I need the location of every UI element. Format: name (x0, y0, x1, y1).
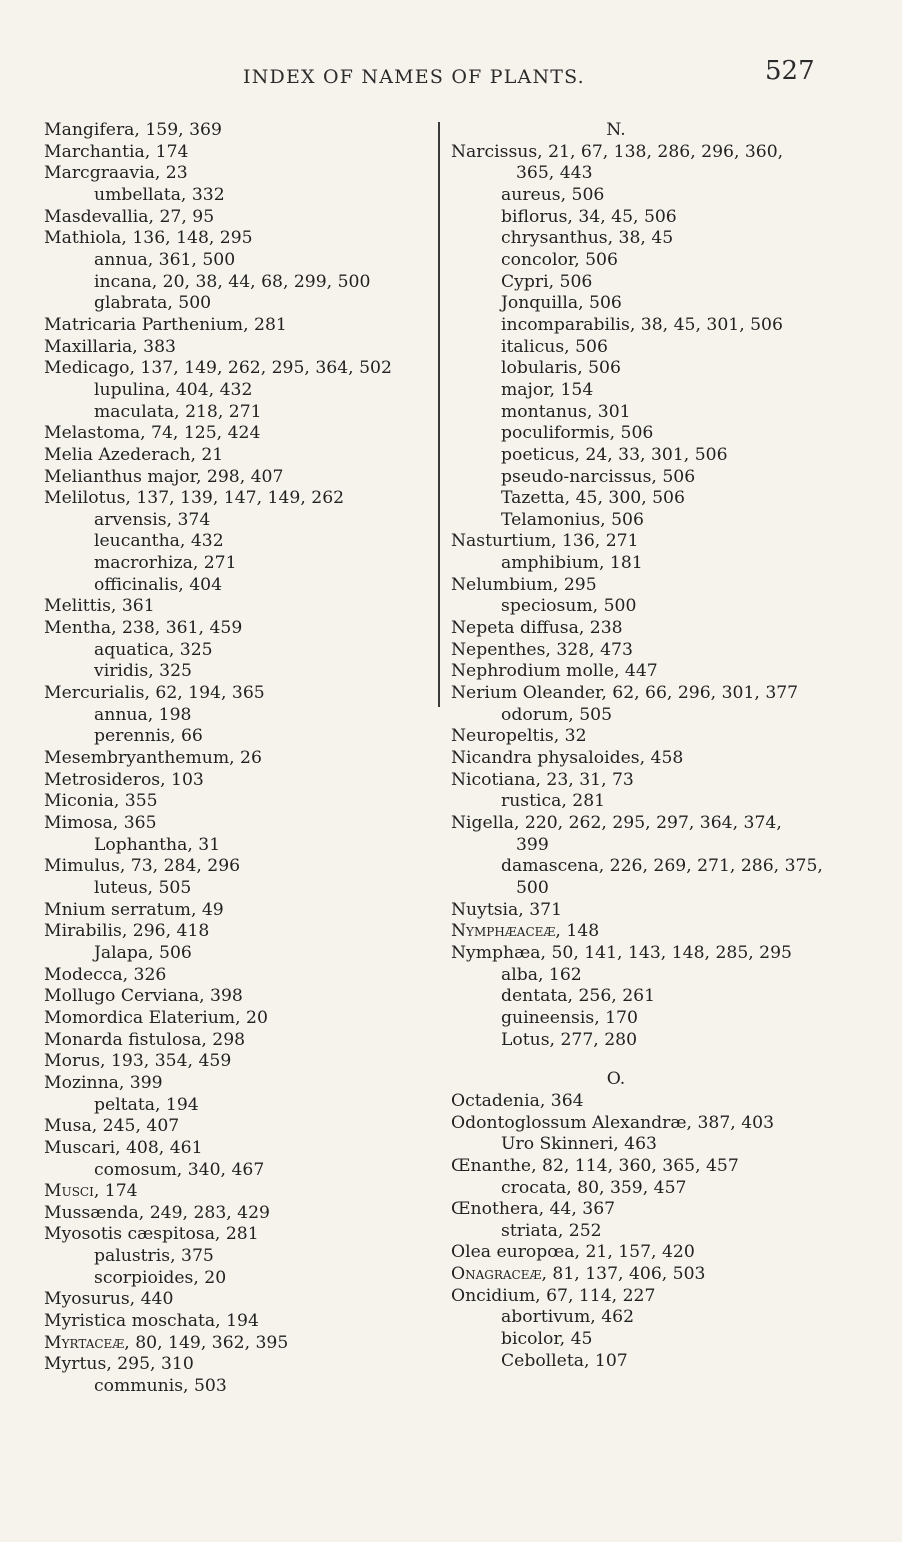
index-entry: Œnothera, 44, 367 (451, 1199, 616, 1220)
index-subentry: chrysanthus, 38, 45 (501, 228, 674, 249)
column-divider (438, 122, 440, 707)
index-entry: Nymphæaceæ, 148 (451, 921, 600, 942)
index-entry: Melastoma, 74, 125, 424 (44, 423, 261, 444)
running-header: INDEX OF NAMES OF PLANTS. (243, 66, 585, 88)
index-entry: Mnium serratum, 49 (44, 899, 224, 920)
index-entry: Marcgraavia, 23 (44, 163, 188, 184)
index-entry: Nuytsia, 371 (451, 899, 563, 920)
index-entry: Nerium Oleander, 62, 66, 296, 301, 377 (451, 683, 799, 704)
index-subentry: Cypri, 506 (501, 271, 593, 292)
index-subentry: glabrata, 500 (94, 293, 212, 314)
index-entry: Mentha, 238, 361, 459 (44, 618, 243, 639)
index-subentry: poculiformis, 506 (501, 423, 654, 444)
index-entry: Narcissus, 21, 67, 138, 286, 296, 360, (451, 141, 784, 162)
index-entry: Myosurus, 440 (44, 1289, 174, 1310)
index-subentry: leucantha, 432 (94, 531, 224, 552)
index-subentry: guineensis, 170 (501, 1007, 638, 1028)
index-entry: Odontoglossum Alexandræ, 387, 403 (451, 1112, 775, 1133)
index-subentry: speciosum, 500 (501, 596, 637, 617)
index-entry: Mercurialis, 62, 194, 365 (44, 683, 265, 704)
index-subentry: damascena, 226, 269, 271, 286, 375, (501, 856, 823, 877)
index-entry: Nicotiana, 23, 31, 73 (451, 769, 634, 790)
index-entry: Musa, 245, 407 (44, 1116, 180, 1137)
index-subentry: italicus, 506 (501, 336, 608, 357)
index-entry: Neuropeltis, 32 (451, 726, 587, 747)
index-subentry: incana, 20, 38, 44, 68, 299, 500 (94, 271, 371, 292)
index-entry: Melianthus major, 298, 407 (44, 466, 284, 487)
index-subentry: Lophantha, 31 (94, 834, 221, 855)
index-entry: Olea europœa, 21, 157, 420 (451, 1242, 695, 1263)
index-entry: Morus, 193, 354, 459 (44, 1051, 232, 1072)
index-entry: Mesembryanthemum, 26 (44, 748, 262, 769)
index-subentry: bicolor, 45 (501, 1329, 593, 1350)
index-entry: Miconia, 355 (44, 791, 158, 812)
index-subentry: concolor, 506 (501, 249, 618, 270)
index-entry: Maxillaria, 383 (44, 336, 176, 357)
index-entry: Medicago, 137, 149, 262, 295, 364, 502 (44, 358, 392, 379)
index-subentry: arvensis, 374 (94, 509, 211, 530)
index-subentry: pseudo-narcissus, 506 (501, 466, 696, 487)
section-letter-heading: N. (606, 120, 626, 140)
index-entry: Muscari, 408, 461 (44, 1137, 203, 1158)
index-subentry: poeticus, 24, 33, 301, 506 (501, 444, 728, 465)
index-subentry: umbellata, 332 (94, 184, 225, 205)
index-continuation: 365, 443 (516, 163, 593, 184)
index-entry: Onagraceæ, 81, 137, 406, 503 (451, 1264, 706, 1285)
index-subentry: annua, 198 (94, 704, 192, 725)
index-entry: Mollugo Cerviana, 398 (44, 986, 243, 1007)
index-subentry: crocata, 80, 359, 457 (501, 1177, 687, 1198)
index-entry: Myristica moschata, 194 (44, 1311, 259, 1332)
index-subentry: dentata, 256, 261 (501, 986, 656, 1007)
right-index-column (451, 120, 871, 1372)
index-subentry: abortivum, 462 (501, 1307, 635, 1328)
index-entry: Oncidium, 67, 114, 227 (451, 1285, 656, 1306)
index-entry: Modecca, 326 (44, 964, 167, 985)
index-entry: Marchantia, 174 (44, 141, 189, 162)
index-entry: Mimosa, 365 (44, 813, 157, 833)
index-entry: Monarda fistulosa, 298 (44, 1029, 246, 1050)
index-entry: Myosotis cæspitosa, 281 (44, 1224, 259, 1245)
index-entry: Nigella, 220, 262, 295, 297, 364, 374, (451, 813, 782, 833)
index-entry: Nepeta diffusa, 238 (451, 618, 623, 639)
index-subentry: lobularis, 506 (501, 358, 621, 379)
index-entry: Mirabilis, 296, 418 (44, 921, 210, 942)
index-subentry: alba, 162 (501, 964, 582, 985)
index-subentry: Jalapa, 506 (94, 942, 192, 963)
index-subentry: officinalis, 404 (94, 574, 223, 595)
index-subentry: Tazetta, 45, 300, 506 (501, 488, 685, 509)
section-letter-heading: O. (606, 1069, 626, 1090)
index-entry: Mangifera, 159, 369 (44, 120, 222, 140)
index-subentry: major, 154 (501, 379, 594, 400)
index-entry: Mozinna, 399 (44, 1072, 163, 1093)
index-subentry: peltata, 194 (94, 1094, 199, 1115)
index-subentry: maculata, 218, 271 (94, 401, 262, 422)
index-entry: Nymphæa, 50, 141, 143, 148, 285, 295 (451, 942, 792, 963)
index-subentry: viridis, 325 (94, 661, 192, 682)
section-gap (451, 1051, 871, 1069)
index-entry: Mimulus, 73, 284, 296 (44, 856, 241, 877)
index-entry: Nepenthes, 328, 473 (451, 639, 633, 660)
index-subentry: striata, 252 (501, 1220, 602, 1241)
index-subentry: lupulina, 404, 432 (94, 379, 253, 400)
index-subentry: comosum, 340, 467 (94, 1159, 265, 1180)
index-entry: Musci, 174 (44, 1181, 138, 1202)
index-subentry: Telamonius, 506 (501, 509, 644, 530)
index-subentry: communis, 503 (94, 1376, 227, 1397)
index-subentry: annua, 361, 500 (94, 249, 236, 270)
index-entry: Œnanthe, 82, 114, 360, 365, 457 (451, 1155, 739, 1176)
index-continuation: 500 (516, 877, 549, 898)
index-entry: Melilotus, 137, 139, 147, 149, 262 (44, 488, 345, 509)
index-entry: Myrtaceæ, 80, 149, 362, 395 (44, 1332, 289, 1353)
index-entry: Metrosideros, 103 (44, 769, 204, 790)
index-subentry: biflorus, 34, 45, 506 (501, 206, 677, 227)
index-subentry: luteus, 505 (94, 877, 192, 898)
index-subentry: Lotus, 277, 280 (501, 1029, 638, 1050)
index-subentry: aquatica, 325 (94, 639, 213, 660)
left-index-column (44, 120, 436, 1398)
index-subentry: macrorhiza, 271 (94, 553, 237, 574)
index-entry: Melittis, 361 (44, 596, 155, 617)
index-subentry: odorum, 505 (501, 704, 613, 725)
index-subentry: palustris, 375 (94, 1246, 214, 1267)
index-entry: Matricaria Parthenium, 281 (44, 314, 287, 335)
index-entry: Myrtus, 295, 310 (44, 1354, 194, 1375)
index-entry: Melia Azederach, 21 (44, 444, 224, 465)
index-entry: Momordica Elaterium, 20 (44, 1007, 268, 1028)
index-subentry: scorpioides, 20 (94, 1267, 227, 1288)
index-subentry: montanus, 301 (501, 401, 631, 422)
index-entry: Masdevallia, 27, 95 (44, 206, 215, 227)
index-subentry: rustica, 281 (501, 791, 606, 812)
index-subentry: incomparabilis, 38, 45, 301, 506 (501, 314, 783, 335)
index-entry: Mathiola, 136, 148, 295 (44, 228, 253, 249)
index-subentry: Jonquilla, 506 (501, 293, 622, 314)
index-entry: Nephrodium molle, 447 (451, 661, 658, 682)
index-entry: Octadenia, 364 (451, 1090, 584, 1111)
index-entry: Nelumbium, 295 (451, 574, 597, 595)
index-entry: Nicandra physaloides, 458 (451, 748, 684, 769)
index-subentry: Cebolleta, 107 (501, 1350, 628, 1371)
index-subentry: Uro Skinneri, 463 (501, 1134, 657, 1155)
index-subentry: aureus, 506 (501, 184, 605, 205)
index-continuation: 399 (516, 834, 549, 855)
index-subentry: perennis, 66 (94, 726, 203, 747)
page-number: 527 (765, 56, 815, 86)
index-entry: Nasturtium, 136, 271 (451, 531, 639, 552)
index-entry: Mussænda, 249, 283, 429 (44, 1202, 270, 1223)
index-subentry: amphibium, 181 (501, 553, 643, 574)
